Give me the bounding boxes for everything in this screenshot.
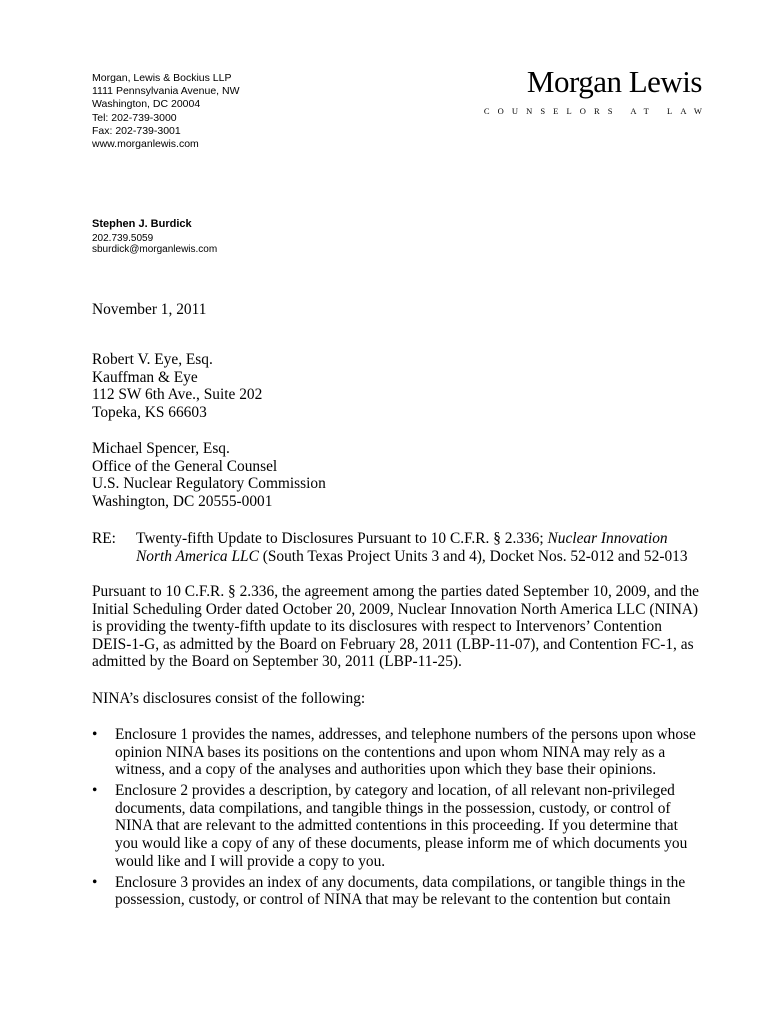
addressee-name: Robert V. Eye, Esq. bbox=[92, 351, 213, 368]
addressee-block-2 bbox=[92, 440, 326, 510]
sender-name: Stephen J. Burdick bbox=[92, 218, 192, 230]
addressee-city: Washington, DC 20555-0001 bbox=[92, 492, 273, 510]
list-item bbox=[92, 726, 702, 779]
list-item bbox=[92, 782, 702, 870]
addressee-city: Topeka, KS 66603 bbox=[92, 403, 207, 421]
subject-text-suffix: (South Texas Project Units 3 and 4), Docket Nos. 52-012 and 52-013 bbox=[258, 547, 688, 565]
bullet-icon: • bbox=[92, 782, 98, 800]
firm-address-block bbox=[92, 72, 239, 151]
subject-text-prefix: Twenty-fifth Update to Disclosures Pursuant to 10 C.F.R. § 2.336; bbox=[136, 530, 548, 547]
enclosure-list bbox=[92, 726, 702, 912]
body-paragraph-1: Pursuant to 10 C.F.R. § 2.336, the agreement among the parties dated September 10, 2009, and the Initial Scheduling Order dated October 20, 2009, Nuclear Innovation North America LLC (NINA) is providing the twenty-fifth update to its disclosures with respect to Intervenors’ Contention DEIS-1-G, as admitted by the Board on February 28, 2011 (LBP-11-07), and Contention FC-1, as admitted by the Board on September 30, 2011 (LBP-11-25). bbox=[92, 583, 700, 671]
bullet-icon: • bbox=[92, 873, 98, 891]
sender-block bbox=[92, 219, 217, 256]
subject-label: RE: bbox=[92, 530, 116, 547]
addressee-block-1 bbox=[92, 351, 262, 421]
addressee-office: Office of the General Counsel bbox=[92, 457, 278, 475]
list-item bbox=[92, 874, 702, 909]
list-item-text: Enclosure 2 provides a description, by category and location, of all relevant non-privileged documents, data compilations, and tangible things in the possession, custody, or control of NINA that are relevant to the admitted contentions in this proceeding. If you determine that you would like a copy of any of these documents, please inform me of which documents you would like and I will provide a copy to you. bbox=[115, 782, 688, 870]
list-item-text: Enclosure 1 provides the names, addresses, and telephone numbers of the persons upon whose opinion NINA bases its positions on the contentions and upon whom NINA may rely as a witness, and a copy of the analyses and authorities upon which they base their opinions. bbox=[115, 726, 696, 779]
sender-phone: 202.739.5059 bbox=[92, 232, 154, 244]
firm-logo bbox=[483, 64, 710, 116]
subject-text-party: Nuclear Innovation North America LLC bbox=[136, 530, 668, 565]
body-paragraph-2: NINA’s disclosures consist of the following: bbox=[92, 690, 366, 707]
logo-name: Morgan Lewis bbox=[526, 64, 702, 99]
subject-text bbox=[136, 530, 692, 565]
sender-email[interactable]: sburdick@morganlewis.com bbox=[92, 244, 218, 255]
firm-street: 1111 Pennsylvania Avenue, NW bbox=[92, 85, 240, 98]
logo-tagline: COUNSELORS AT LAW bbox=[483, 106, 710, 116]
addressee-street: 112 SW 6th Ave., Suite 202 bbox=[92, 386, 263, 404]
letter-date: November 1, 2011 bbox=[92, 301, 207, 318]
firm-city: Washington, DC 20004 bbox=[92, 98, 201, 111]
list-item-text: Enclosure 3 provides an index of any documents, data compilations, or tangible things in the possession, custody, or control of NINA that may be relevant to the contention but contain bbox=[115, 873, 686, 909]
firm-fax: Fax: 202-739-3001 bbox=[92, 124, 181, 137]
firm-tel: Tel: 202-739-3000 bbox=[92, 111, 177, 124]
bullet-icon: • bbox=[92, 726, 98, 743]
subject-line bbox=[92, 530, 692, 565]
addressee-firm: Kauffman & Eye bbox=[92, 368, 198, 386]
firm-name: Morgan, Lewis & Bockius LLP bbox=[92, 72, 232, 84]
firm-website[interactable]: www.morganlewis.com bbox=[92, 138, 199, 151]
addressee-name: Michael Spencer, Esq. bbox=[92, 440, 230, 457]
addressee-agency: U.S. Nuclear Regulatory Commission bbox=[92, 475, 326, 493]
